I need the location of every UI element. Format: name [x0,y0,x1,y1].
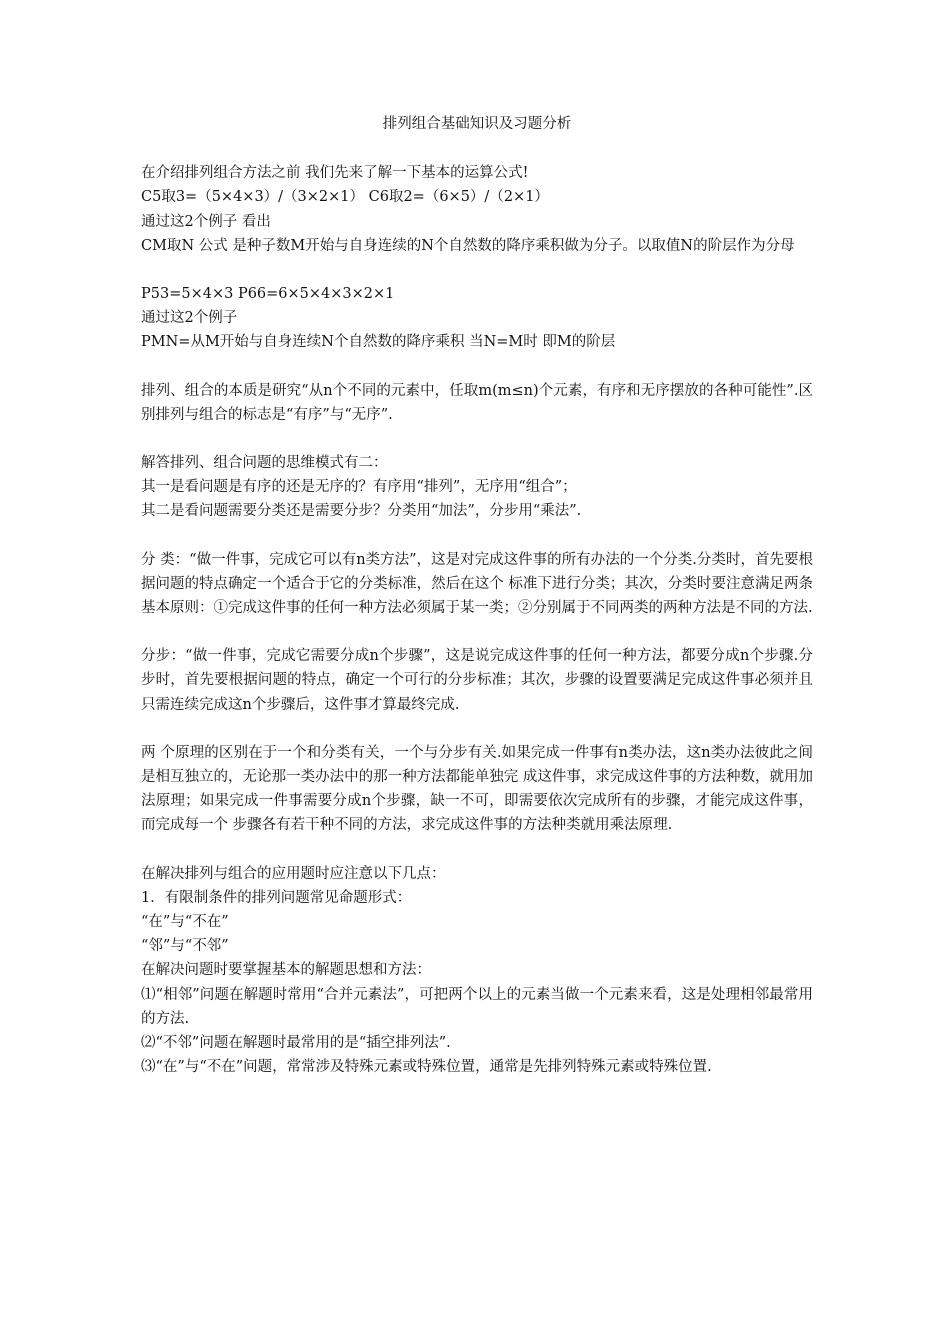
notes-line: “邻”与“不邻” [141,938,229,955]
thinking-line: 解答排列、组合问题的思维模式有二： [141,455,388,472]
steps-paragraph: 分步：“做一件事，完成它需要分成n个步骤”，这是说完成这件事的任何一种方法，都要分成n个步骤.分步时，首先要根据问题的特点，确定一个可行的分步标准；其次，步骤的设置要满足完成这件事必须并且只需连续完成这n个步骤后，这件事才算最终完成. [141,648,813,713]
perm-line: 通过这2个例子 [141,310,238,327]
notes-line: ⑶“在”与“不在”问题，常常涉及特殊元素或特殊位置，通常是先排列特殊元素或特殊位置. [141,1059,712,1076]
notes-line: 1．有限制条件的排列问题常见命题形式： [141,889,412,906]
notes-line: ⑴“相邻”问题在解题时常用“合并元素法”，可把两个以上的元素当做一个元素来看，这是处理相邻最常用的方法. [141,986,813,1027]
classify-paragraph: 分 类：“做一件事，完成它可以有n类方法”，这是对完成这件事的所有办法的一个分类.分类时，首先要根据问题的特点确定一个适合于它的分类标准，然后在这个 标准下进行分类；其次，分类时要注意满足两条基本原则：①完成这件事的任何一种方法必须属于某一类；②分别属于不同两类的两种方法是不同的方法. [141,551,813,617]
notes-line: “在”与“不在” [141,914,229,931]
document-page [141,112,813,1080]
thinking-line: 其二是看问题需要分类还是需要分步？分类用“加法”，分步用“乘法”. [141,503,582,520]
intro-line: CM取N 公式 是种子数M开始与自身连续的N个自然数的降序乘积做为分子。以取值N的阶层作为分母 [141,237,795,254]
essence-paragraph: 排列、组合的本质是研究“从n个不同的元素中，任取m(m≤n)个元素，有序和无序摆放的各种可能性”.区别排列与组合的标志是“有序”与“无序”. [141,382,813,423]
notes-line: 在解决排列与组合的应用题时应注意以下几点： [141,865,446,882]
perm-line: PMN=从M开始与自身连续N个自然数的降序乘积 当N=M时 即M的阶层 [141,334,616,351]
perm-line: P53=5×4×3 P66=6×5×4×3×2×1 [141,286,395,303]
notes-line: ⑵“不邻”问题在解题时最常用的是“插空排列法”. [141,1035,451,1052]
document-title: 排列组合基础知识及习题分析 [382,116,572,132]
difference-paragraph: 两 个原理的区别在于一个和分类有关，一个与分步有关.如果完成一件事有n类办法，这n类办法彼此之间是相互独立的，无论那一类办法中的那一种方法都能单独完 成这件事，求完成这件事的方法种数，就用加法原理；如果完成一件事需要分成n个步骤，缺一不可，即需要依次完成所有的步骤，才能完成这件事，而完成每一个 步骤各有若干种不同的方法，求完成这件事的方法种类就用乘法原理. [141,744,813,834]
intro-line: 通过这2个例子 看出 [141,213,271,230]
intro-line: 在介绍排列组合方法之前 我们先来了解一下基本的运算公式! [141,165,529,182]
thinking-line: 其一是看问题是有序的还是无序的？有序用“排列”，无序用“组合”； [141,479,577,496]
intro-line: C5取3=（5×4×3）/（3×2×1） C6取2=（6×5）/（2×1） [141,189,549,206]
notes-line: 在解决问题时要掌握基本的解题思想和方法： [141,962,431,979]
